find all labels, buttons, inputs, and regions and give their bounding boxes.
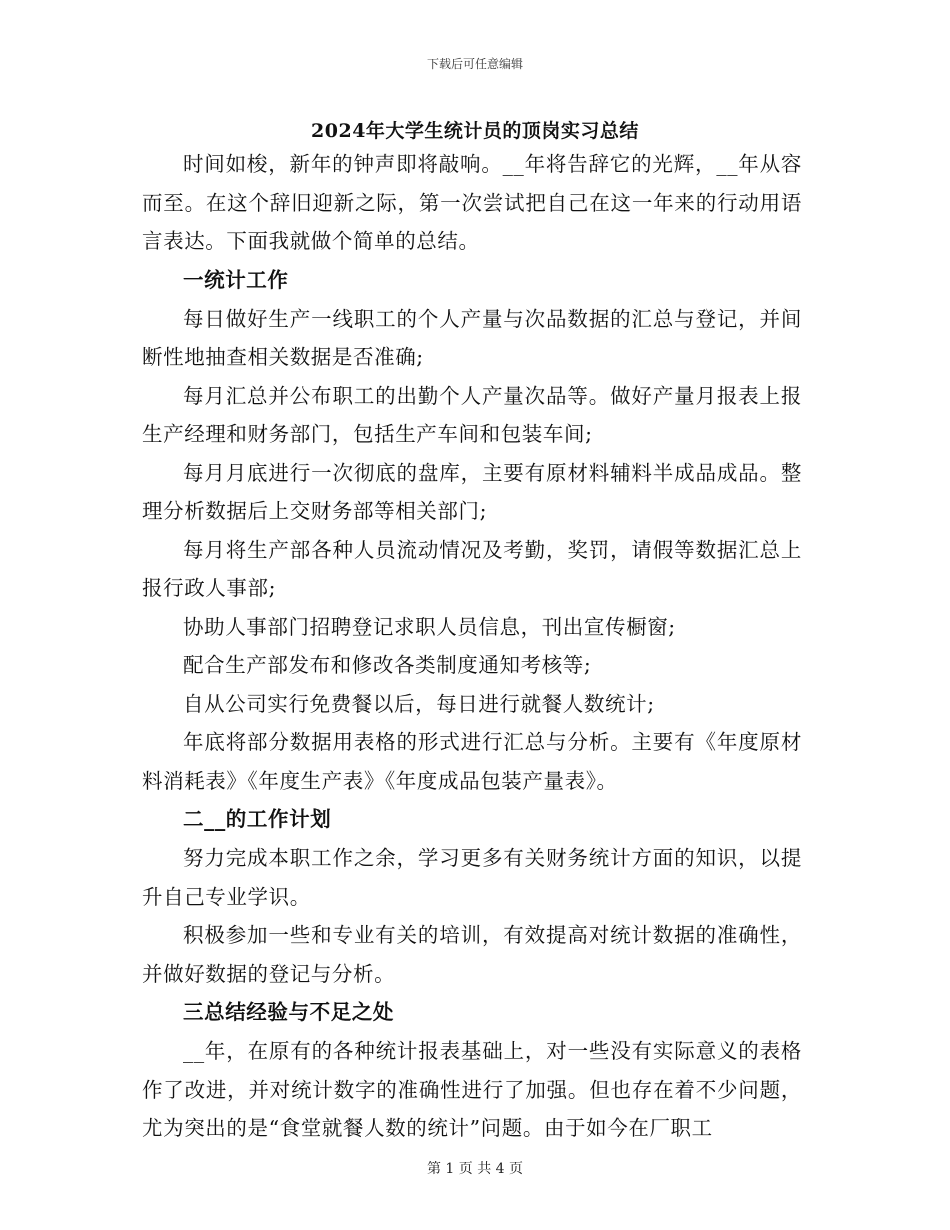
intro-paragraph: 时间如梭，新年的钟声即将敲响。__年将告辞它的光辉，__年从容而至。在这个辞旧迎新之际，第一次尝试把自己在这一年来的行动用语言表达。下面我就做个简单的总结。 [142,152,802,253]
document-body [142,145,802,1148]
paragraph: 每月将生产部各种人员流动情况及考勤，奖罚，请假等数据汇总上报行政人事部; [142,537,802,600]
section-heading-summary: 三总结经验与不足之处 [183,1000,394,1024]
document-title: 2024年大学生统计员的顶岗实习总结 [311,120,639,142]
page-footer: 第 1 页 共 4 页 [426,1161,524,1177]
paragraph: 自从公司实行免费餐以后，每日进行就餐人数统计; [183,691,655,716]
paragraph: 配合生产部发布和修改各类制度通知考核等; [183,653,592,677]
paragraph: 努力完成本职工作之余，学习更多有关财务统计方面的知识，以提升自己专业学识。 [142,846,802,909]
paragraph: 每日做好生产一线职工的个人产量与次品数据的汇总与登记，并间断性地抽查相关数据是否准确; [142,306,802,369]
paragraph: 积极参加一些和专业有关的培训，有效提高对统计数据的准确性，并做好数据的登记与分析。 [142,923,802,986]
paragraph: 每月月底进行一次彻底的盘库，主要有原材料辅料半成品成品。整理分析数据后上交财务部等相关部门; [142,460,802,523]
paragraph: 每月汇总并公布职工的出勤个人产量次品等。做好产量月报表上报生产经理和财务部门，包括生产车间和包装车间; [142,383,802,446]
section-heading-work-plan: 二__的工作计划 [183,807,332,831]
paragraph: 年底将部分数据用表格的形式进行汇总与分析。主要有《年度原材料消耗表》《年度生产表》《年度成品包装产量表》。 [142,730,802,793]
paragraph: 协助人事部门招聘登记求职人员信息，刊出宣传橱窗; [183,614,676,639]
header-note: 下载后可任意编辑 [426,57,523,71]
section-heading-statistics-work: 一统计工作 [183,267,289,292]
paragraph: __年，在原有的各种统计报表基础上，对一些没有实际意义的表格作了改进，并对统计数字的准确性进行了加强。但也存在着不少问题，尤为突出的是“食堂就餐人数的统计”问题。由于如今在厂职工 [142,1039,802,1140]
